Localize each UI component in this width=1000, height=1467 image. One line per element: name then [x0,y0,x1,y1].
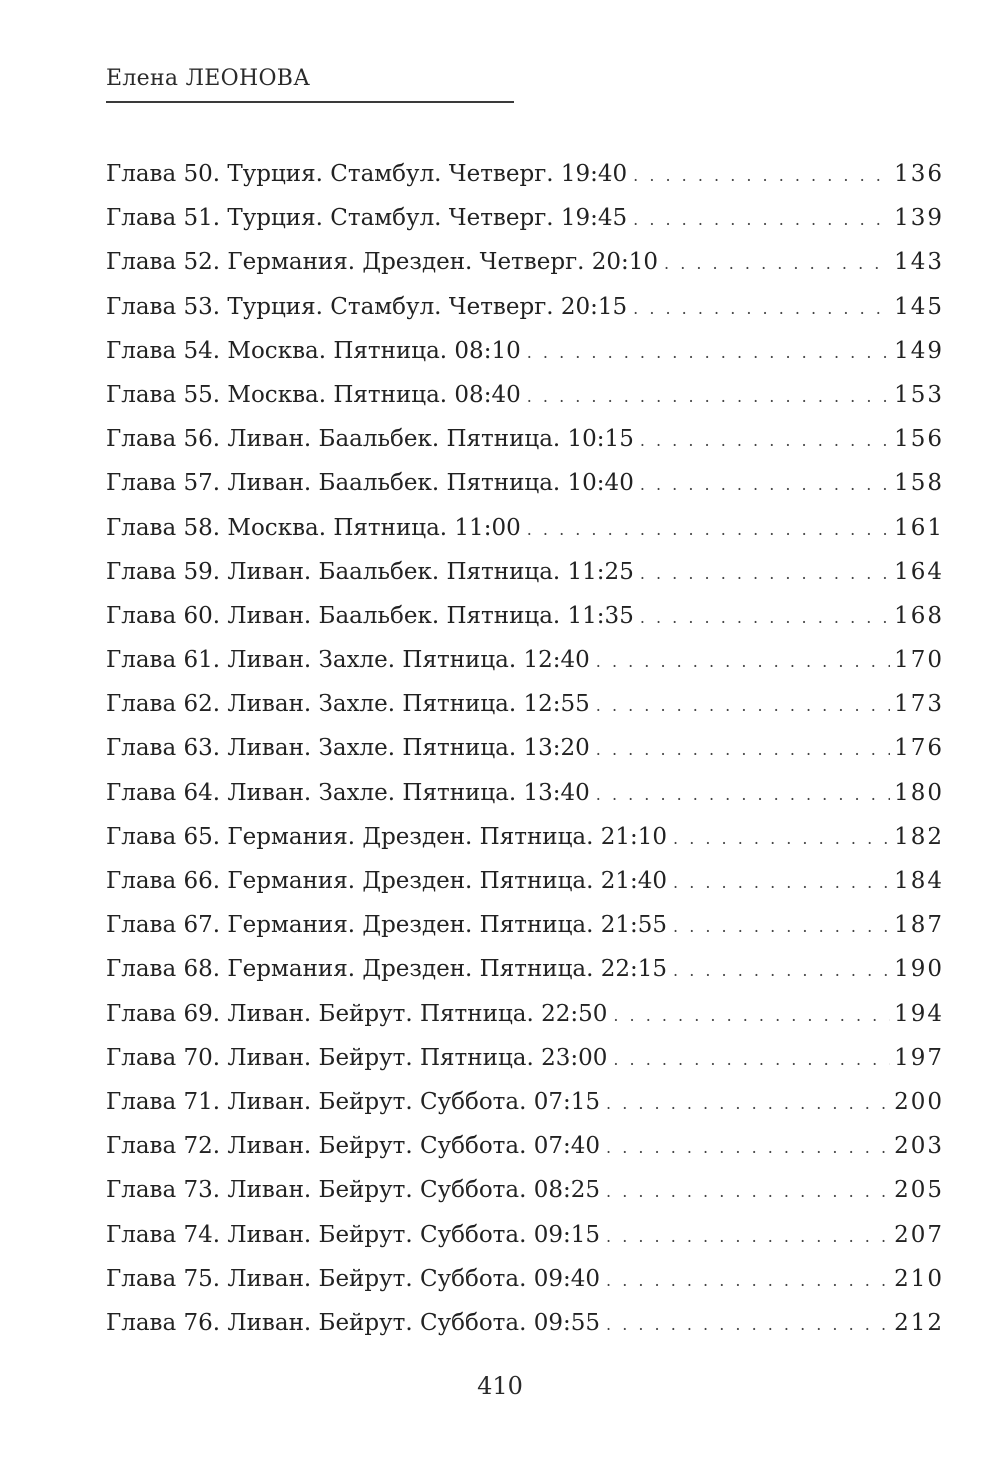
toc-entry-page: 194 [894,1000,944,1027]
toc-entry-title: Глава 60. Ливан. Баальбек. Пятница. 11:35 [106,602,634,629]
toc-dot-leader [596,773,890,815]
toc-entry [106,373,944,417]
toc-entry-title: Глава 67. Германия. Дрезден. Пятница. 21:55 [106,912,668,939]
toc-entry [106,152,944,196]
toc-entry [106,771,944,815]
toc-entry [106,550,944,594]
running-head-author: Елена ЛЕОНОВА [106,66,311,91]
toc-entry-title: Глава 75. Ливан. Бейрут. Суббота. 09:40 [106,1265,601,1292]
toc-entry-page: 182 [894,823,944,850]
toc-entry-page: 200 [894,1088,944,1115]
toc-dot-leader [606,1259,890,1301]
toc-entry-title: Глава 54. Москва. Пятница. 08:10 [106,337,521,364]
toc-entry-page: 145 [894,293,944,320]
toc-entry [106,859,944,903]
toc-dot-leader [613,994,890,1036]
toc-entry-page: 203 [894,1133,944,1160]
toc-entry [106,461,944,505]
toc-entry-title: Глава 70. Ливан. Бейрут. Пятница. 23:00 [106,1044,608,1071]
toc-entry [106,506,944,550]
toc-entry-page: 170 [894,647,944,674]
toc-entry-title: Глава 69. Ливан. Бейрут. Пятница. 22:50 [106,1000,608,1027]
toc-entry-page: 143 [894,249,944,276]
toc-entry-page: 168 [894,602,944,629]
toc-entry [106,992,944,1036]
toc-dot-leader [613,1038,890,1080]
toc-entry-title: Глава 71. Ливан. Бейрут. Суббота. 07:15 [106,1088,601,1115]
toc-entry [106,638,944,682]
toc-entry-title: Глава 66. Германия. Дрезден. Пятница. 21:40 [106,868,668,894]
toc-entry-title: Глава 74. Ливан. Бейрут. Суббота. 09:15 [106,1221,601,1248]
toc-entry-title: Глава 50. Турция. Стамбул. Четверг. 19:40 [106,161,628,187]
toc-dot-leader [527,331,890,373]
toc-dot-leader [640,463,890,505]
toc-dot-leader [664,242,890,284]
toc-entry [106,682,944,726]
toc-entry-page: 156 [894,426,944,453]
toc-entry-page: 161 [894,514,944,541]
toc-entry [106,1213,944,1257]
toc-entry [106,947,944,991]
toc-entry-page: 176 [894,735,944,762]
toc-entry [106,594,944,638]
toc-entry [106,417,944,461]
toc-entry-title: Глава 53. Турция. Стамбул. Четверг. 20:15 [106,293,628,320]
table-of-contents [106,152,944,1345]
toc-entry-page: 164 [894,558,944,585]
toc-entry [106,1124,944,1168]
toc-entry-title: Глава 61. Ливан. Захле. Пятница. 12:40 [106,647,590,674]
toc-entry-page: 197 [894,1044,944,1071]
toc-dot-leader [640,419,890,461]
toc-entry [106,196,944,240]
toc-entry-page: 205 [894,1177,944,1204]
toc-dot-leader [673,905,890,947]
toc-dot-leader [640,552,890,594]
toc-entry-title: Глава 51. Турция. Стамбул. Четверг. 19:45 [106,205,628,232]
toc-dot-leader [640,596,890,638]
toc-entry-title: Глава 58. Москва. Пятница. 11:00 [106,514,521,541]
toc-dot-leader [596,640,890,682]
toc-entry-title: Глава 55. Москва. Пятница. 08:40 [106,381,521,408]
toc-dot-leader [606,1170,890,1212]
toc-entry-title: Глава 72. Ливан. Бейрут. Суббота. 07:40 [106,1133,601,1160]
toc-dot-leader [606,1303,890,1345]
toc-entry-page: 212 [894,1309,944,1336]
toc-entry-title: Глава 62. Ливан. Захле. Пятница. 12:55 [106,691,590,718]
page-number: 410 [477,1372,523,1400]
toc-entry-page: 139 [894,205,944,232]
toc-dot-leader [527,508,890,550]
toc-dot-leader [606,1126,890,1168]
toc-dot-leader [673,817,890,859]
toc-entry [106,815,944,859]
toc-entry-page: 210 [894,1265,944,1292]
toc-entry-page: 173 [894,691,944,718]
toc-dot-leader [606,1082,890,1124]
toc-entry-page: 187 [894,912,944,939]
toc-entry [106,1257,944,1301]
toc-entry [106,1168,944,1212]
toc-dot-leader [527,375,890,417]
toc-dot-leader [673,861,890,903]
toc-entry [106,1036,944,1080]
toc-entry [106,1301,944,1345]
toc-entry-title: Глава 63. Ливан. Захле. Пятница. 13:20 [106,735,590,762]
header-rule [106,101,514,103]
toc-entry [106,903,944,947]
toc-entry [106,726,944,770]
toc-dot-leader [633,154,890,196]
toc-dot-leader [633,198,890,240]
toc-entry-title: Глава 73. Ливан. Бейрут. Суббота. 08:25 [106,1177,601,1204]
toc-entry-title: Глава 76. Ливан. Бейрут. Суббота. 09:55 [106,1309,601,1336]
toc-entry [106,1080,944,1124]
toc-dot-leader [596,728,890,770]
toc-entry-title: Глава 52. Германия. Дрезден. Четверг. 20:10 [106,249,659,276]
toc-dot-leader [606,1215,890,1257]
toc-dot-leader [673,949,890,991]
toc-entry-title: Глава 64. Ливан. Захле. Пятница. 13:40 [106,779,590,806]
toc-entry-title: Глава 57. Ливан. Баальбек. Пятница. 10:40 [106,470,634,497]
toc-entry-title: Глава 65. Германия. Дрезден. Пятница. 21:10 [106,823,668,850]
toc-entry-page: 149 [894,337,944,364]
toc-entry-page: 153 [894,381,944,408]
toc-entry-page: 184 [894,868,944,894]
toc-entry-page: 190 [894,956,944,983]
toc-entry-page: 180 [894,779,944,806]
toc-dot-leader [633,287,890,329]
toc-entry-title: Глава 68. Германия. Дрезден. Пятница. 22:15 [106,956,668,983]
toc-entry-page: 136 [894,161,944,187]
toc-entry-title: Глава 59. Ливан. Баальбек. Пятница. 11:25 [106,558,634,585]
toc-dot-leader [596,684,890,726]
toc-entry-page: 207 [894,1221,944,1248]
toc-entry [106,240,944,284]
toc-entry-title: Глава 56. Ливан. Баальбек. Пятница. 10:15 [106,426,634,453]
toc-entry [106,329,944,373]
toc-entry [106,285,944,329]
toc-entry-page: 158 [894,470,944,497]
